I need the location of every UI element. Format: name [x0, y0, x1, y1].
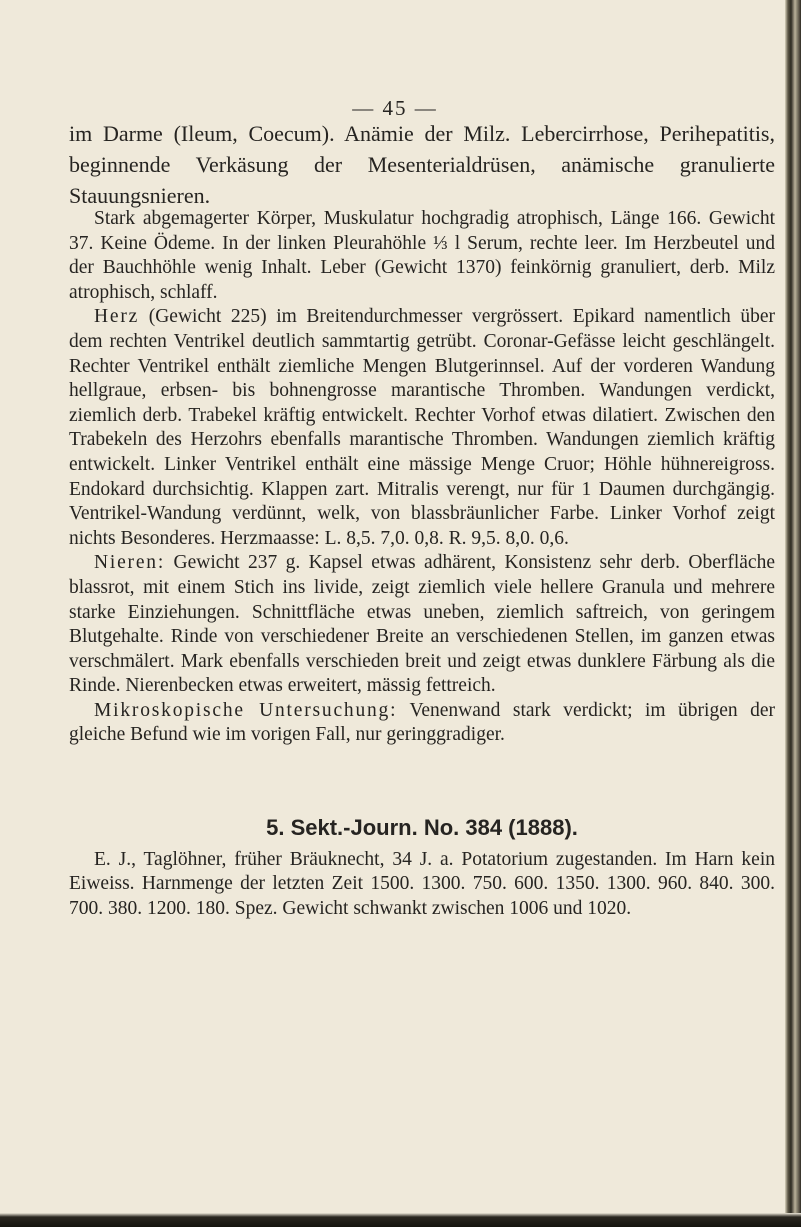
autopsy-findings [69, 207, 775, 748]
header-text: im Darme (Ileum, Coecum). Anämie der Milz. Lebercirrhose, Perihepatitis, beginnende Verkäsung der Mesenterialdrüsen, anämische granulierte Stauungsnieren. [69, 121, 775, 208]
heart-label: Herz [94, 306, 140, 328]
microscopic-label: Mikroskopische Untersuchung: [94, 699, 398, 721]
page-edge-right [785, 0, 801, 1227]
microscopic-text: Venenwand stark verdickt; im übrigen der gleiche Befund wie im vorigen Fall, nur geringgradiger. [69, 699, 775, 746]
case-header [69, 118, 775, 211]
case-text: E. J., Taglöhner, früher Bräuknecht, 34 J. a. Potatorium zugestanden. Im Harn kein Eiweiss. Harnmenge der letzten Zeit 1500. 1300. 750. 600. 1350. 1300. 960. 840. 300. 700. 380. 1200. 180. Spez. Gewicht schwankt zwischen 1006 und 1020. [69, 849, 775, 919]
page-number: — 45 — [352, 96, 438, 120]
case-description [69, 848, 775, 921]
page-edge-bottom [0, 1213, 801, 1227]
heart-findings [69, 305, 775, 551]
kidneys-text: Gewicht 237 g. Kapsel etwas adhärent, Konsistenz sehr derb. Oberfläche blassrot, mit einem Stich ins livide, zeigt ziemlich viele hellere Granula und mehrere starke Einziehungen. Schnittfläche etwas uneben, ziemlich saftreich, von geringem Blutgehalte. Rinde von verschiedener Breite an verschiedenen Stellen, im ganzen etwas verschmälert. Mark ebenfalls verschieden breit und zeigt etwas dunklere Färbung als die Rinde. Nierenbecken etwas erweitert, mässig fettreich. [69, 552, 775, 697]
heart-text: (Gewicht 225) im Breitendurchmesser vergrössert. Epikard namentlich über dem rechten Ventrikel deutlich sammtartig getrübt. Coronar-Gefässe leicht geschlängelt. Rechter Ventrikel enthält ziemliche Mengen Blutgerinnsel. Auf der vorderen Wandung hellgraue, erbsen- bis bohnengrosse marantische Thromben. Wandungen verdickt, ziemlich derb. Trabekel kräftig entwickelt. Rechter Vorhof etwas dilatiert. Zwischen den Trabekeln des Herzohrs ebenfalls marantische Thromben. Wandungen ziemlich kräftig entwickelt. Linker Ventrikel enthält eine mässige Menge Cruor; Höhle hühnereigross. Endokard durchsichtig. Klappen zart. Mitralis verengt, nur für 1 Daumen durchgängig. Ventrikel-Wandung verdünnt, welk, von blassbräunlicher Farbe. Linker Vorhof zeigt nichts Besonderes. Herzmaasse: L. 8,5. 7,0. 0,8. R. 9,5. 8,0. 0,6. [69, 306, 775, 549]
section-title: 5. Sekt.-Journ. No. 384 (1888). [266, 815, 578, 840]
kidneys-label: Nieren: [94, 552, 166, 574]
kidney-findings [69, 551, 775, 699]
general-findings: Stark abgemagerter Körper, Muskulatur hochgradig atrophisch, Länge 166. Gewicht 37. Keine Ödeme. In der linken Pleurahöhle ⅓ l Serum, rechte leer. Im Herzbeutel und der Bauchhöhle wenig Inhalt. Leber (Gewicht 1370) feinkörnig granuliert, derb. Milz atrophisch, schlaff. [69, 208, 775, 303]
microscopic-findings [69, 699, 775, 748]
